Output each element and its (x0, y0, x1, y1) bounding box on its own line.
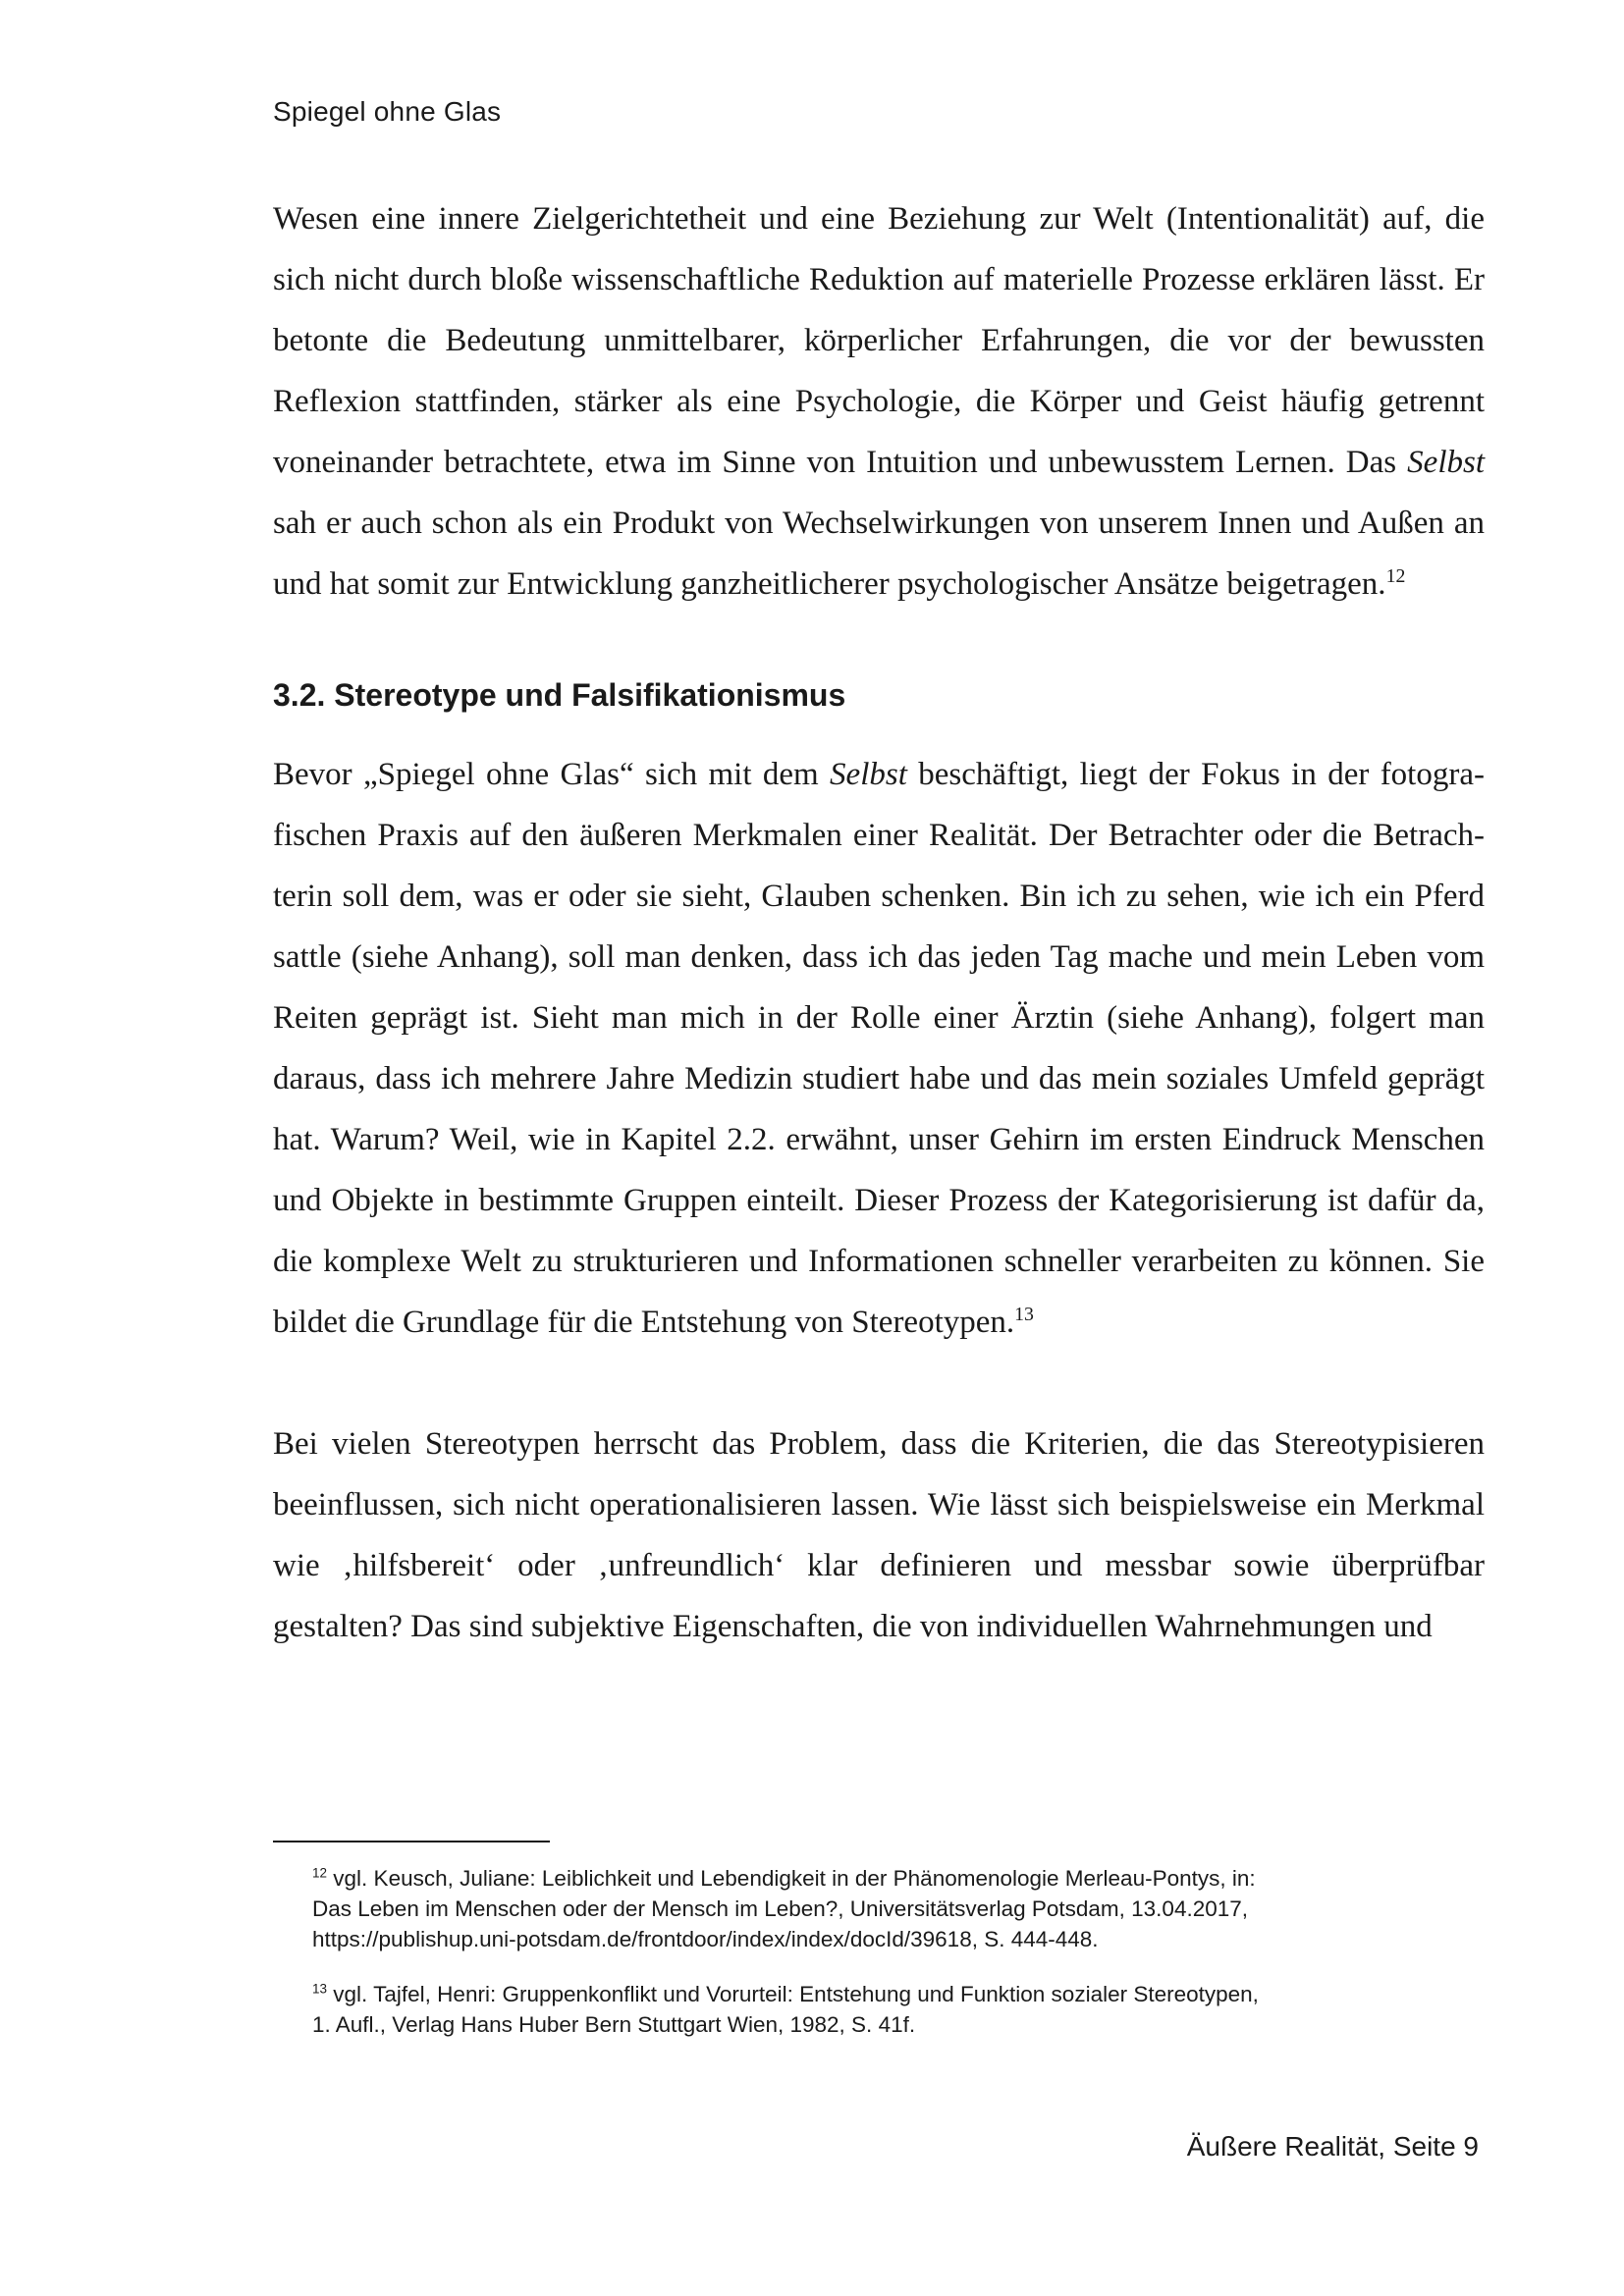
footnote-line: 1. Aufl., Verlag Hans Huber Bern Stuttgart Wien, 1982, S. 41f. (312, 2012, 916, 2037)
paragraph-text: beschäftigt, liegt der Fokus in der fotografischen Praxis auf den äußeren Merkmalen einer Realität. Der Betrachter oder die Betrachterin soll dem, was er oder sie sieht, Glauben schenken. Bin ich zu sehen, wie ich ein Pferd sattle (siehe Anhang), soll man denken, dass ich das jeden Tag mache und mein Leben vom Reiten geprägt ist. Sieht man mich in der Rolle einer Ärztin (siehe Anhang), folgert man daraus, dass ich mehrere Jahre Medizin studiert habe und das mein soziales Umfeld geprägt hat. Warum? Weil, wie in Kapitel 2.2. erwähnt, unser Gehirn im ersten Eindruck Menschen und Objekte in bestimmte Gruppen einteilt. Dieser Prozess der Kategorisierung ist dafür da, die komplexe Welt zu strukturieren und Informationen schneller verarbeiten zu können. Sie bildet die Grundlage für die Entstehung von Stereotypen. (273, 757, 1485, 1340)
footnote-url[interactable]: https://publishup.uni-potsdam.de/frontdoor/index/index/docId/39618, S. 444-448. (312, 1927, 1099, 1951)
footnote-number: 12 (312, 1865, 328, 1881)
footnote-number: 13 (312, 1981, 328, 1997)
body-paragraph-3: Bei vielen Stereotypen herrscht das Problem, dass die Kriterien, die das Stereotypisieren beeinflussen, sich nicht operationalisieren lassen. Wie lässt sich beispielsweise ein Merkmal wie ‚hilfsbereit‘ oder ‚unfreundlich‘ klar definieren und messbar sowie überprüfbar gestalten? Das sind subjektive Eigenschaften, die von individuellen Wahrnehmungen und (273, 1426, 1485, 1644)
footnote-13 (312, 1979, 1441, 2040)
footnote-separator (273, 1841, 550, 1842)
emphasis-selbst: Selbst (1407, 445, 1485, 480)
emphasis-selbst: Selbst (830, 757, 907, 792)
paragraph-text: sah er auch schon als ein Produkt von Wechselwirkungen von unserem Innen und Außen an und hat somit zur Entwicklung ganzheitlicherer psychologischer Ansätze beigetragen. (273, 506, 1485, 602)
section-heading: 3.2. Stereotype und Falsifikationismus (273, 677, 846, 713)
paragraph-text: Bevor „Spiegel ohne Glas“ sich mit dem (273, 757, 831, 792)
footnote-reference-13[interactable]: 13 (1014, 1304, 1034, 1325)
footnote-12 (312, 1863, 1441, 1954)
body-paragraph-2 (273, 744, 1485, 1353)
running-header-title: Spiegel ohne Glas (273, 96, 502, 127)
body-paragraph-1 (273, 188, 1485, 614)
footnote-line: vgl. Tajfel, Henri: Gruppenkonflikt und Vorurteil: Entstehung und Funktion sozialer Stereotypen, (333, 1982, 1259, 2006)
footnote-line: vgl. Keusch, Juliane: Leiblichkeit und Lebendigkeit in der Phänomenologie Merleau-Pontys, in: (333, 1866, 1256, 1891)
running-footer-page-label: Äußere Realität, Seite 9 (1186, 2131, 1479, 2162)
paragraph-text: Wesen eine innere Zielgerichtetheit und eine Beziehung zur Welt (Intentionalität) auf, die sich nicht durch bloße wissenschaftliche Reduktion auf materielle Prozesse erklären lässt. Er betonte die Bedeutung unmittelbarer, körperlicher Erfahrungen, die vor der bewussten Reflexion stattfinden, stärker als eine Psychologie, die Körper und Geist häufig getrennt voneinander betrachtete, etwa im Sinne von Intuition und unbewusstem Lernen. Das (273, 201, 1485, 480)
footnote-line: Das Leben im Menschen oder der Mensch im Leben?, Universitätsverlag Potsdam, 13.04.2017, (312, 1896, 1249, 1921)
footnote-reference-12[interactable]: 12 (1385, 565, 1406, 587)
